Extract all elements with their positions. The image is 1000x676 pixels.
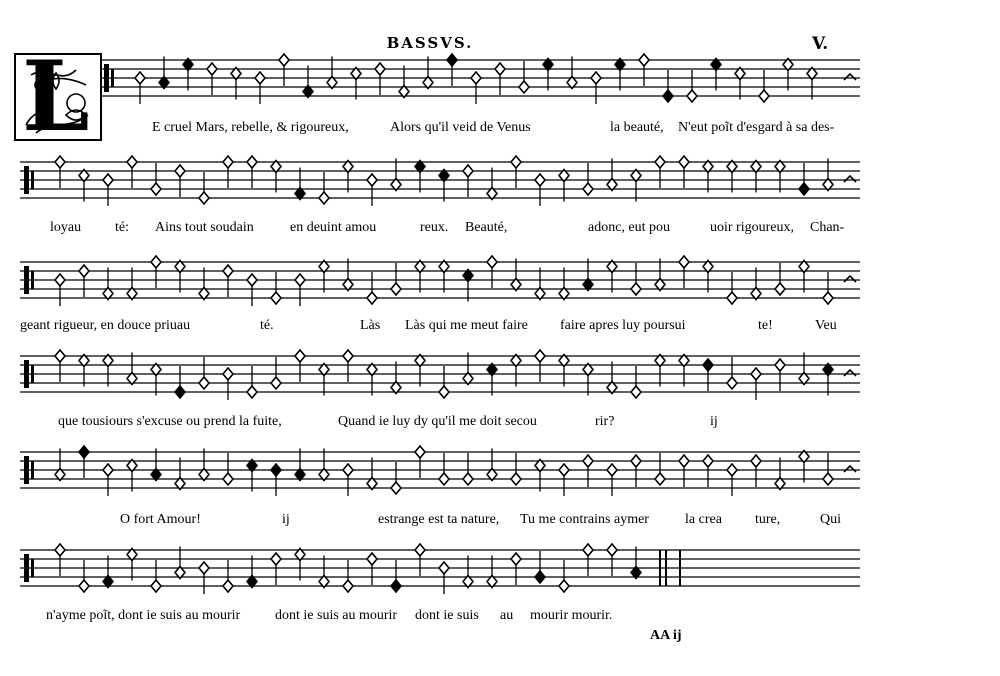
note-head [319,192,329,204]
note-head [391,283,401,295]
lyric-text: estrange est ta nature, [378,512,500,527]
note-head [343,580,353,592]
note-head [583,544,593,556]
note-head [367,292,377,304]
note-head [519,81,529,93]
note-head [135,72,145,84]
note-head [223,265,233,277]
note-head [79,446,89,458]
custos-icon [844,370,856,376]
note-head [247,274,257,286]
music-system-4 [20,350,860,440]
music-system-3 [20,256,860,346]
lyric-text: Beauté, [465,220,508,235]
note-head [247,156,257,168]
note-head [391,482,401,494]
note-head [439,386,449,398]
custos-icon [844,176,856,182]
note-head [607,544,617,556]
note-head [511,473,521,485]
lyric-text: ture, [755,512,781,527]
staff [20,544,860,604]
lyric-text: Quand ie luy dy qu'il me doit secou [338,414,537,429]
note-head [679,455,689,467]
lyric-text: en deuint amou [290,220,377,235]
lyric-text: ij [710,414,718,429]
lyric-text: ij [282,512,290,527]
lyric-text: Chan- [810,220,845,235]
lyric-text: loyau [50,220,82,235]
lyric-text: faire apres luy poursui [560,318,686,333]
note-head [511,553,521,565]
note-head [591,72,601,84]
clef-icon [24,554,29,582]
custos-icon [844,276,856,282]
lyric-text: que tousiours s'excuse ou prend la fuite, [58,414,282,429]
note-head [199,562,209,574]
note-head [583,183,593,195]
signature-mark: AA ij [650,628,682,643]
clef-icon [31,461,34,479]
custos-icon [844,466,856,472]
note-head [343,350,353,362]
clef-icon [31,365,34,383]
note-head [535,174,545,186]
lyric-text: adonc, eut pou [588,220,671,235]
lyric-text: Veu [815,318,837,333]
note-head [703,455,713,467]
note-head [367,174,377,186]
note-head [223,580,233,592]
staff [100,54,860,114]
note-head [655,473,665,485]
note-head [223,368,233,380]
note-head [559,464,569,476]
note-head [631,386,641,398]
note-head [823,292,833,304]
note-head [55,544,65,556]
note-head [343,464,353,476]
note-head [439,562,449,574]
note-head [175,386,185,398]
clef-icon [104,64,109,92]
note-head [759,90,769,102]
note-head [823,473,833,485]
lyric-text: Làs qui me meut faire [405,318,528,333]
note-head [55,350,65,362]
note-head [207,63,217,75]
note-head [151,183,161,195]
lyric-text: te! [758,318,773,333]
note-head [103,174,113,186]
lyric-text: Qui [820,512,841,527]
lyric-text: N'eut poĩt d'esgard à sa des- [678,120,835,135]
note-head [535,571,545,583]
note-head [415,544,425,556]
lyric-text: la crea [685,512,722,527]
note-head [55,156,65,168]
note-head [151,580,161,592]
note-head [55,274,65,286]
note-head [727,292,737,304]
custos-icon [844,74,856,80]
note-head [583,455,593,467]
music-system-5 [20,446,860,536]
note-head [487,256,497,268]
note-head [439,473,449,485]
lyric-text: reux. [420,220,449,235]
note-head [703,359,713,371]
note-head [679,156,689,168]
note-head [151,256,161,268]
note-head [799,183,809,195]
note-head [463,165,473,177]
lyric-text: dont ie suis [415,608,479,623]
note-head [639,54,649,66]
music-system-2 [20,156,860,246]
note-head [199,192,209,204]
staff [20,446,860,506]
note-head [687,90,697,102]
note-head [255,72,265,84]
note-head [127,156,137,168]
music-system-1 [100,54,860,164]
note-head [199,377,209,389]
lyric-text: Tu me contrains aymer [520,512,649,527]
note-head [279,54,289,66]
note-head [727,377,737,389]
lyric-text: dont ie suis au mourir [275,608,398,623]
lyric-text: rir? [595,414,615,429]
note-head [559,580,569,592]
voice-part-title: BASSVS. [386,34,474,52]
note-head [727,464,737,476]
note-head [295,350,305,362]
note-head [607,464,617,476]
lyric-text: Ains tout soudain [155,220,254,235]
staff [20,156,860,216]
note-head [679,256,689,268]
clef-icon [24,166,29,194]
note-head [631,283,641,295]
note-head [271,292,281,304]
music-system-6 [20,544,860,654]
clef-icon [31,171,34,189]
note-head [447,54,457,66]
note-head [535,350,545,362]
note-head [391,580,401,592]
note-head [271,464,281,476]
lyric-text: O fort Amour! [120,512,201,527]
lyric-text: n'ayme poĩt, dont ie suis au mourir [46,608,241,623]
note-head [223,473,233,485]
lyric-text: Làs [360,318,381,333]
note-head [663,90,673,102]
note-head [655,156,665,168]
clef-icon [31,559,34,577]
note-head [775,283,785,295]
staff [20,350,860,410]
note-head [511,156,521,168]
lyric-text: mourir mourir. [530,608,613,623]
note-head [271,553,281,565]
note-head [631,455,641,467]
staff [20,256,860,316]
note-head [79,580,89,592]
lyric-text: Alors qu'il veid de Venus [390,120,531,135]
note-head [775,359,785,371]
note-head [247,386,257,398]
clef-icon [24,360,29,388]
lyric-text: geant rigueur, en douce priuau [20,318,191,333]
note-head [175,165,185,177]
note-head [367,553,377,565]
folio-number: V. [812,34,829,54]
note-head [271,377,281,389]
clef-icon [31,271,34,289]
lyric-text: au [500,608,514,623]
note-head [375,63,385,75]
clef-icon [111,69,114,87]
lyric-text: té: [115,220,129,235]
note-head [463,473,473,485]
note-head [223,156,233,168]
lyric-text: té. [260,318,274,333]
decorated-initial [14,40,102,153]
lyric-text: E cruel Mars, rebelle, & rigoureux, [152,120,349,135]
clef-icon [24,456,29,484]
clef-icon [24,266,29,294]
note-head [103,464,113,476]
lyric-text: uoir rigoureux, [710,220,794,235]
initial-letter: L [22,40,90,153]
note-head [751,455,761,467]
note-head [79,265,89,277]
lyric-text: la beauté, [610,120,664,135]
note-head [471,72,481,84]
note-head [751,368,761,380]
note-head [495,63,505,75]
note-head [415,446,425,458]
note-head [295,274,305,286]
